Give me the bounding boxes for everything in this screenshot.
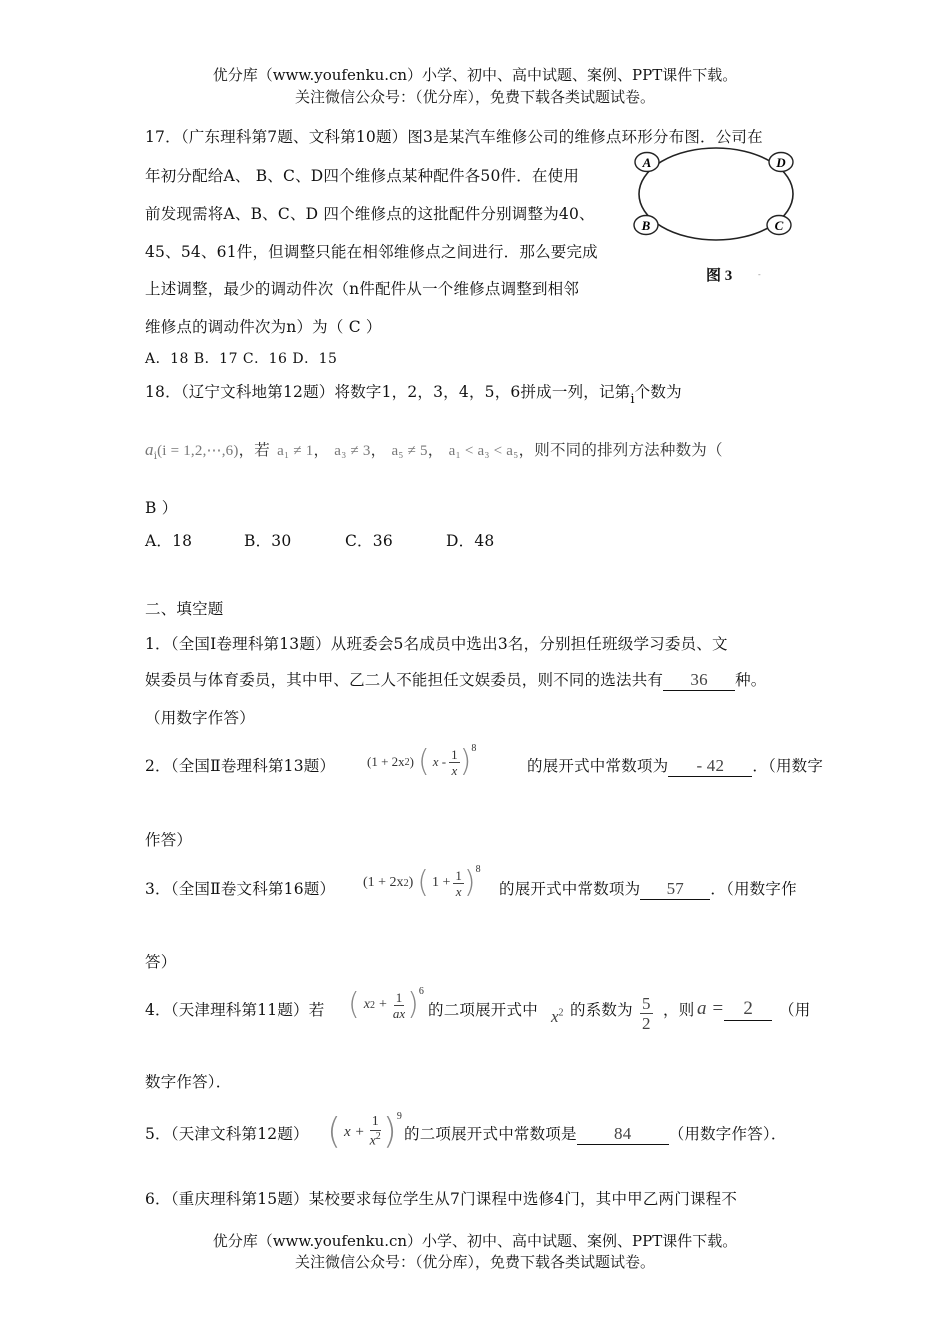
q17-line-6: 维修点的调动件次为n）为（ C ） [145, 318, 382, 336]
fill3-prefix: 3．（全国Ⅱ卷文科第16题） [145, 880, 336, 898]
header-line-1: 优分库（www.youfenku.cn）小学、初中、高中试题、案例、PPT课件下载。 [212, 66, 738, 84]
fill3-expression: (1 + 2x 2 ) ( 1 + $\frac{1}{x}$ ) 8 [363, 863, 481, 900]
q18-tail: ，则不同的排列方法种数为（ [518, 441, 723, 459]
q18-option-a: A．18 [145, 532, 193, 550]
fill4-expression: ( x 2 + $\frac{1}{ax}$ ) 6 [348, 985, 424, 1022]
fill4-mid: 的二项展开式中 [428, 1001, 538, 1019]
q18-math-range: (i = 1,2,⋯,6) [157, 443, 239, 459]
q18-cond-3: a₅ ≠ 5 [391, 443, 428, 459]
header-line-2: 关注微信公众号：（优分库），免费下载各类试题试卷。 [294, 88, 655, 106]
q18-option-c: C．36 [345, 532, 393, 550]
fill4-prefix: 4．（天津理科第11题）若 [145, 1001, 325, 1019]
q18-math-a: a [145, 440, 154, 459]
fill1-line-1: 1．（全国Ⅰ卷理科第13题）从班委会5名成员中选出3名，分别担任班级学习委员、文 [145, 635, 728, 653]
fill2-answer: - 42 [668, 757, 752, 777]
fill4-a-eq: a = [697, 998, 725, 1019]
section-title: 二、填空题 [145, 600, 224, 618]
fill4-x-exp: 2 [558, 1007, 564, 1019]
footer-line-2: 关注微信公众号：（优分库），免费下载各类试题试卷。 [294, 1253, 655, 1271]
fill2-post: ．（用数字 [752, 757, 824, 775]
node-b [634, 216, 658, 235]
q18-cond-2: a₃ ≠ 3 [334, 443, 371, 459]
q18-line-1-end: 个数为 [634, 383, 682, 401]
figure-3-caption: 图 3 [706, 268, 733, 284]
fill2-prefix: 2．（全国Ⅱ卷理科第13题） [145, 757, 336, 775]
svg-text:A: A [642, 155, 652, 170]
fill4-mid-2: 的系数为 [570, 1001, 633, 1019]
fill5-prefix: 5．（天津文科第12题） [145, 1125, 309, 1143]
fill4-coefficient: $\frac{5}{2}$ [642, 994, 651, 1033]
fill2-mid: 的展开式中常数项为 [527, 757, 669, 775]
fill5-mid: 的二项展开式中常数项是 [404, 1125, 577, 1143]
q18-answer-line: B ） [145, 499, 178, 517]
node-c [767, 216, 791, 235]
fill4-then: ，则 [663, 1001, 695, 1019]
node-a [635, 153, 659, 172]
fill4-post: （用 [779, 1001, 811, 1019]
svg-text:D: D [776, 155, 786, 170]
fill1-line-2: 娱委员与体育委员，其中甲、乙二人不能担任文娱委员，则不同的选法共有 [145, 671, 664, 689]
q17-line-1: 17．（广东理科第7题、文科第10题）图3是某汽车维修公司的维修点环形分布图．公司在 [145, 128, 763, 146]
fill2-expression: (1 + 2x 2 ) ( x - $\frac{1}{x}$ ) 8 [367, 742, 477, 779]
fill4-answer: 2 [724, 999, 772, 1021]
fill3-continuation: 答） [145, 953, 177, 971]
fill1-line-3: （用数字作答） [145, 709, 255, 727]
fill3-answer: 57 [640, 880, 710, 900]
q18-index-i: i [630, 392, 635, 407]
q18-cond-1: a₁ ≠ 1 [277, 443, 314, 459]
fill3-mid: 的展开式中常数项为 [499, 880, 641, 898]
fill4-x: x [551, 1007, 559, 1026]
q17-line-4: 45、54、61件，但调整只能在相邻维修点之间进行．那么要完成 [145, 243, 598, 261]
figure-3-ring-diagram [625, 138, 805, 278]
fill2-continuation: 作答） [145, 831, 193, 849]
q18-option-b: B．30 [244, 532, 292, 550]
q18-line-1: 18．（辽宁文科地第12题）将数字1，2，3，4，5，6拼成一列，记第 [145, 383, 631, 401]
q18-cond-4: a₁ < a₃ < a₅ [448, 443, 519, 459]
fill5-expression: ( x + $\frac{1}{x^2}$ ) 9 [327, 1110, 402, 1152]
q17-options: A．18 B．17 C．16 D．15 [145, 351, 338, 367]
fill5-answer: 84 [577, 1125, 669, 1145]
fill1-answer: 36 [663, 671, 735, 691]
q17-line-3: 前发现需将A、B、C、D 四个维修点的这批配件分别调整为40、 [145, 205, 595, 223]
fill4-continuation: 数字作答）． [145, 1073, 232, 1091]
footer-line-1: 优分库（www.youfenku.cn）小学、初中、高中试题、案例、PPT课件下载。 [212, 1232, 738, 1250]
fill1-line-2-post: 种。 [735, 671, 767, 689]
q18-option-d: D．48 [446, 532, 495, 550]
q17-line-5: 上述调整，最少的调动件次（n件配件从一个维修点调整到相邻 [145, 280, 580, 298]
svg-text:B: B [641, 218, 651, 233]
fill3-post: ．（用数字作 [710, 880, 797, 898]
figure-3-mark: - [758, 270, 761, 279]
fill5-post: （用数字作答）． [668, 1125, 787, 1143]
fill6-line-1: 6．（重庆理科第15题）某校要求每位学生从7门课程中选修4门，其中甲乙两门课程不 [145, 1190, 738, 1208]
q17-line-2: 年初分配给A、 B、C、D四个维修点某种配件各50件．在使用 [145, 167, 580, 185]
node-d [769, 153, 793, 172]
svg-text:C: C [774, 218, 784, 233]
q18-math-a-sub: i [153, 451, 158, 463]
q18-ruo: ，若 [238, 441, 270, 459]
